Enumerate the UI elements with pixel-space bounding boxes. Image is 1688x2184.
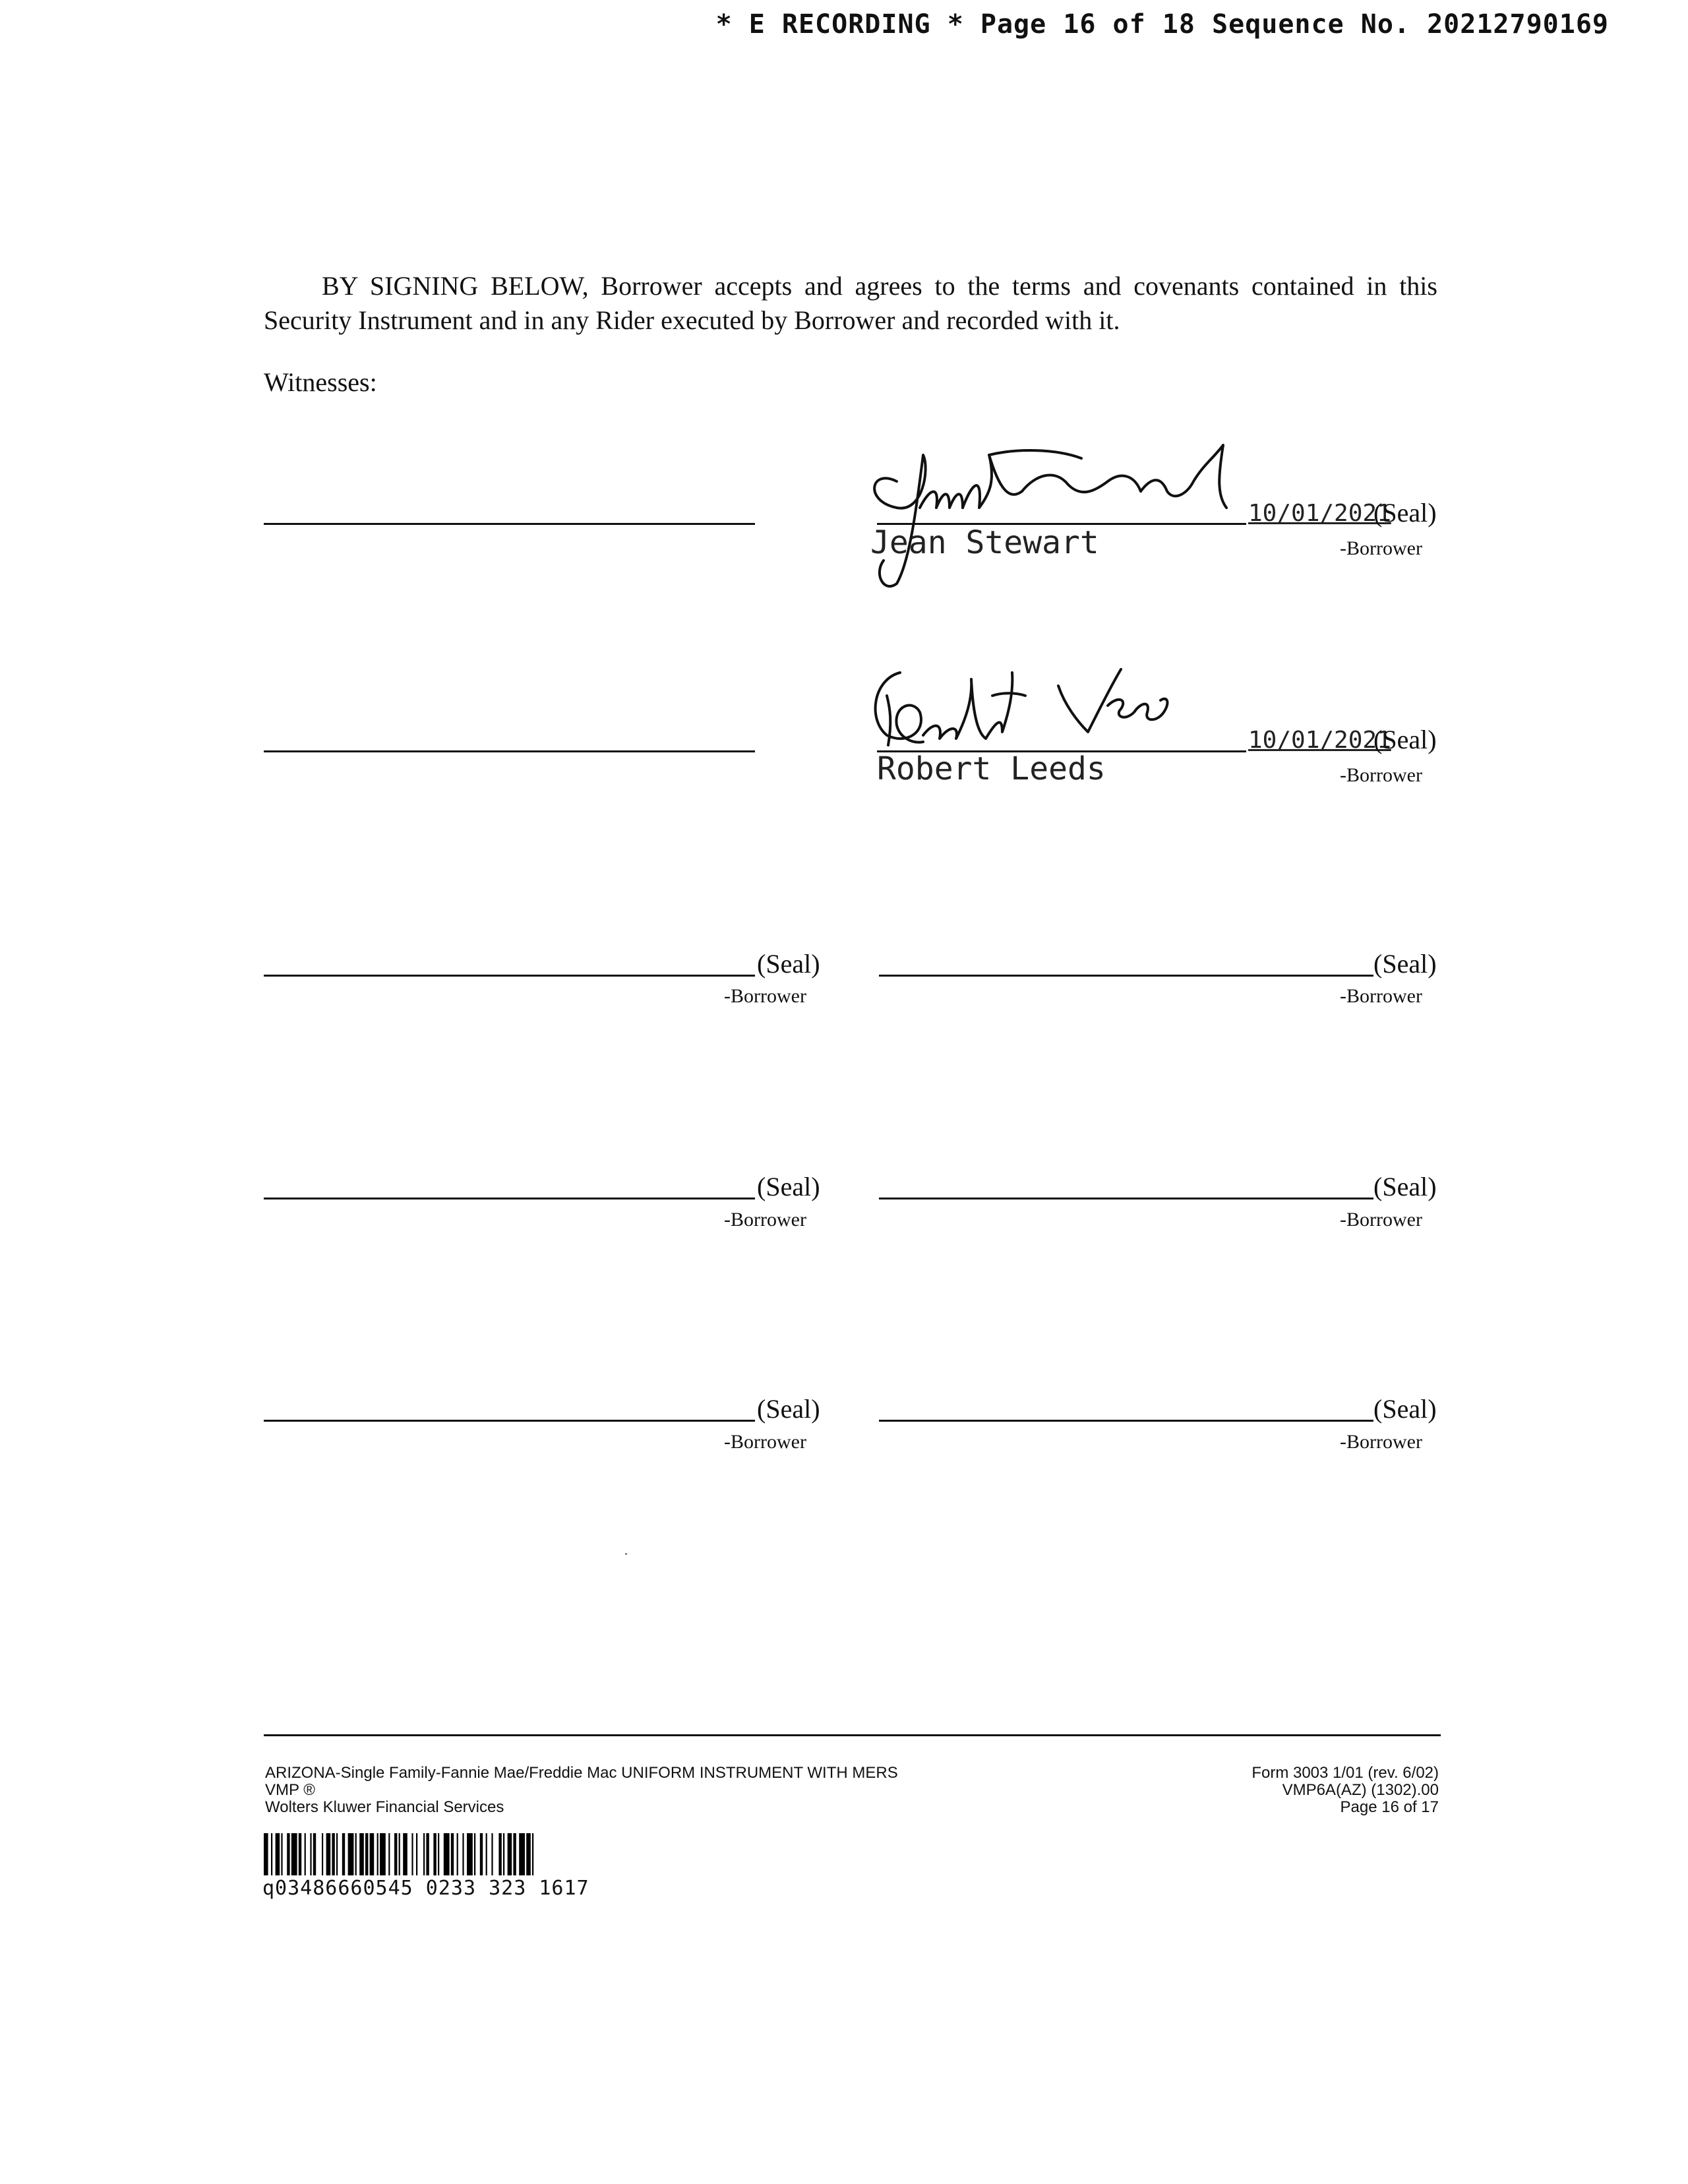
barcode-bar xyxy=(276,1833,280,1875)
barcode-bar xyxy=(399,1833,400,1875)
barcode-bar xyxy=(438,1833,439,1875)
blank-signature-line xyxy=(879,1198,1373,1199)
signer-2-date: 10/01/2021 xyxy=(1248,727,1391,754)
barcode-text: q03486660545 0233 323 1617 xyxy=(262,1877,589,1900)
blank-seal-label: (Seal) xyxy=(1373,1172,1437,1201)
signing-paragraph: BY SIGNING BELOW, Borrower accepts and agrees to the terms and covenants contained in this Security Instrument and in any Rider executed by Borrower and recorded with it. xyxy=(264,271,1437,335)
footer-vmp-mark: VMP ® xyxy=(265,1781,315,1799)
barcode-bar xyxy=(355,1833,357,1875)
signer-1-role-label: -Borrower xyxy=(1340,537,1422,559)
footer-form-code: Form 3003 1/01 (rev. 6/02) xyxy=(1251,1764,1439,1782)
barcode-bar xyxy=(467,1833,473,1875)
barcode-bar xyxy=(336,1833,338,1875)
barcode-bar xyxy=(380,1833,386,1875)
signature-robert-leeds xyxy=(860,659,1177,758)
witness-line-1 xyxy=(264,523,755,525)
barcode-bar xyxy=(480,1833,483,1875)
barcode-bar xyxy=(486,1833,487,1875)
barcode-bar xyxy=(451,1833,454,1875)
blank-role-label: -Borrower xyxy=(1340,1209,1422,1230)
footer-page-number: Page 16 of 17 xyxy=(1340,1798,1439,1816)
blank-seal-label: (Seal) xyxy=(1373,1394,1437,1424)
blank-seal-label: (Seal) xyxy=(757,1394,820,1424)
signer-1-typed-name: Jean Stewart xyxy=(870,524,1099,561)
barcode-bar xyxy=(388,1833,390,1875)
blank-signature-line xyxy=(264,1420,755,1422)
barcode-bar xyxy=(503,1833,504,1875)
footer-form-number xyxy=(1251,1765,1439,1816)
blank-role-label: -Borrower xyxy=(724,1431,806,1453)
barcode-bar xyxy=(474,1833,475,1875)
barcode-bar xyxy=(416,1833,417,1875)
blank-role-label: -Borrower xyxy=(1340,1431,1422,1453)
signature-line-1 xyxy=(877,523,1246,525)
footer-form-info xyxy=(265,1765,898,1816)
footer-instrument-title: ARIZONA-Single Family-Fannie Mae/Freddie Mac UNIFORM INSTRUMENT WITH MERS xyxy=(265,1764,898,1782)
barcode-bar xyxy=(444,1833,450,1875)
signer-2-seal-label: (Seal) xyxy=(1373,725,1437,754)
footer-publisher: Wolters Kluwer Financial Services xyxy=(265,1798,504,1816)
blank-seal-label: (Seal) xyxy=(757,1172,820,1201)
barcode-bar xyxy=(394,1833,397,1875)
footer-vmp-code: VMP6A(AZ) (1302).00 xyxy=(1282,1781,1439,1799)
barcode-bar xyxy=(526,1833,531,1875)
barcode-bar xyxy=(326,1833,331,1875)
signature-line-2 xyxy=(877,750,1246,752)
barcode-bar xyxy=(342,1833,345,1875)
witnesses-label: Witnesses: xyxy=(264,367,377,397)
barcode-bar xyxy=(348,1833,354,1875)
blank-seal-label: (Seal) xyxy=(1373,949,1437,979)
footer-rule xyxy=(264,1734,1441,1736)
barcode xyxy=(264,1833,725,1875)
signer-1-date: 10/01/2021 xyxy=(1248,500,1391,527)
barcode-bar xyxy=(508,1833,512,1875)
blank-role-label: -Borrower xyxy=(1340,985,1422,1007)
blank-signature-line xyxy=(879,975,1373,977)
barcode-bar xyxy=(433,1833,436,1875)
barcode-bar xyxy=(462,1833,464,1875)
witness-line-2 xyxy=(264,750,755,752)
blank-signature-line xyxy=(264,1198,755,1199)
barcode-bar xyxy=(291,1833,297,1875)
signing-paragraph-block xyxy=(264,269,1437,338)
blank-role-label: -Borrower xyxy=(724,1209,806,1230)
barcode-bar xyxy=(532,1833,533,1875)
blank-seal-label: (Seal) xyxy=(757,949,820,979)
barcode-bar xyxy=(403,1833,407,1875)
blank-signature-line xyxy=(264,975,755,977)
barcode-bar xyxy=(313,1833,316,1875)
barcode-bar xyxy=(322,1833,323,1875)
barcode-bar xyxy=(299,1833,301,1875)
barcode-bar xyxy=(513,1833,516,1875)
barcode-bar xyxy=(271,1833,272,1875)
barcode-bar xyxy=(519,1833,525,1875)
barcode-bar xyxy=(426,1833,429,1875)
barcode-bar xyxy=(457,1833,458,1875)
barcode-bar xyxy=(287,1833,289,1875)
barcode-bar xyxy=(305,1833,306,1875)
recording-header: * E RECORDING * Page 16 of 18 Sequence No. 20212790169 xyxy=(715,9,1609,40)
barcode-bar xyxy=(377,1833,378,1875)
barcode-bar xyxy=(310,1833,311,1875)
barcode-bar xyxy=(365,1833,368,1875)
barcode-bar xyxy=(423,1833,425,1875)
barcode-bar xyxy=(498,1833,501,1875)
signer-2-typed-name: Robert Leeds xyxy=(877,750,1106,787)
blank-signature-line xyxy=(879,1420,1373,1422)
barcode-bar xyxy=(370,1833,375,1875)
barcode-bar xyxy=(281,1833,282,1875)
barcode-bar xyxy=(332,1833,334,1875)
signature-jean-stewart xyxy=(857,429,1253,593)
signer-2-role-label: -Borrower xyxy=(1340,764,1422,786)
barcode-bar xyxy=(491,1833,493,1875)
blank-role-label: -Borrower xyxy=(724,985,806,1007)
scan-speck xyxy=(625,1553,627,1555)
barcode-bar xyxy=(359,1833,364,1875)
barcode-bar xyxy=(264,1833,268,1875)
signer-1-seal-label: (Seal) xyxy=(1373,498,1437,528)
barcode-bar xyxy=(411,1833,413,1875)
